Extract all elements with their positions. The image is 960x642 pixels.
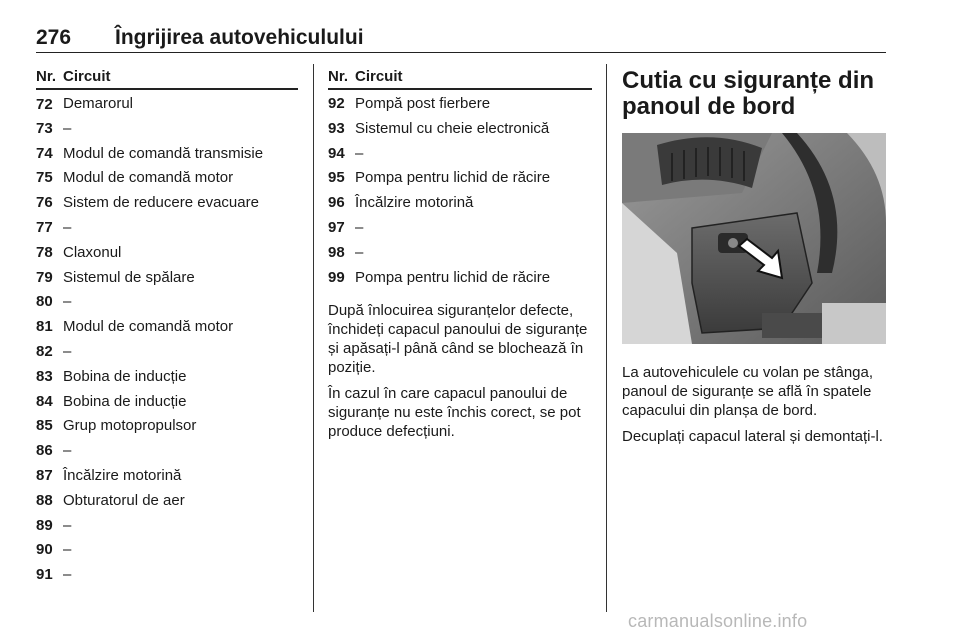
circuit-name: – bbox=[63, 218, 72, 236]
fuse-number: 88 bbox=[36, 491, 53, 509]
circuit-name: Demarorul bbox=[63, 95, 134, 112]
circuit-name: – bbox=[63, 566, 72, 584]
table-row bbox=[36, 412, 298, 437]
circuit-name: Modul de comandă motor bbox=[63, 169, 234, 187]
circuit-name: Pompa pentru lichid de răcire bbox=[355, 169, 551, 187]
table-row bbox=[328, 115, 592, 140]
table-row bbox=[36, 115, 298, 140]
table-row bbox=[36, 189, 298, 214]
fuse-number: 90 bbox=[36, 541, 53, 559]
table-row bbox=[328, 239, 592, 264]
fuse-number: 94 bbox=[328, 144, 345, 162]
dashboard-fuse-cover-photo bbox=[622, 133, 886, 344]
fuse-number: 91 bbox=[36, 566, 53, 584]
fuse-number: 99 bbox=[328, 268, 345, 286]
table-row bbox=[36, 90, 298, 115]
circuit-name: – bbox=[355, 243, 364, 261]
circuit-name: Modul de comandă motor bbox=[63, 318, 234, 336]
circuit-name: – bbox=[63, 541, 72, 559]
circuit-name: Grup motopropulsor bbox=[63, 417, 197, 435]
circuit-name: – bbox=[63, 516, 72, 534]
circuit-name: Sistem de reducere evacuare bbox=[63, 194, 259, 212]
table-row bbox=[36, 313, 298, 338]
fuse-number: 85 bbox=[36, 417, 53, 435]
table-header bbox=[36, 64, 298, 90]
column-header-nr: Nr. bbox=[328, 68, 349, 85]
fuse-number: 72 bbox=[36, 96, 53, 113]
table-row bbox=[36, 536, 298, 561]
circuit-name: Încălzire motorină bbox=[63, 466, 182, 484]
circuit-name: Pompa pentru lichid de răcire bbox=[355, 268, 551, 286]
table-row bbox=[36, 239, 298, 264]
circuit-name: – bbox=[63, 342, 72, 360]
table-row bbox=[328, 164, 592, 189]
table-row bbox=[36, 561, 298, 586]
fuse-number: 95 bbox=[328, 169, 345, 187]
circuit-name: Claxonul bbox=[63, 243, 122, 261]
column-header-circuit: Circuit bbox=[63, 68, 111, 85]
circuit-name: – bbox=[355, 144, 364, 162]
circuit-name: Bobina de inducție bbox=[63, 392, 187, 410]
circuit-name: – bbox=[63, 442, 72, 460]
fuse-table-right bbox=[328, 64, 592, 448]
circuit-name: Sistemul de spălare bbox=[63, 268, 195, 286]
circuit-name: Modul de comandă transmisie bbox=[63, 144, 264, 162]
column-header-nr: Nr. bbox=[36, 68, 57, 85]
fuse-number: 97 bbox=[328, 218, 345, 236]
section-title: Cutia cu siguranțe din panoul de bord bbox=[622, 67, 875, 120]
fuse-number: 77 bbox=[36, 218, 53, 236]
warning-paragraph: În cazul în care capacul panoului de siguranțe nu este închis corect, se pot produce defecțiuni. bbox=[328, 385, 581, 441]
fuse-number: 96 bbox=[328, 194, 345, 212]
fuse-number: 93 bbox=[328, 119, 345, 137]
fuse-number: 73 bbox=[36, 119, 53, 137]
fuse-number: 98 bbox=[328, 243, 345, 261]
table-row bbox=[36, 264, 298, 289]
table-row bbox=[328, 264, 592, 289]
page-title: Îngrijirea autovehiculului bbox=[115, 26, 364, 49]
table-row bbox=[36, 288, 298, 313]
fuse-number: 74 bbox=[36, 144, 53, 162]
table-row bbox=[36, 164, 298, 189]
table-row bbox=[36, 214, 298, 239]
table-row bbox=[36, 437, 298, 462]
table-row bbox=[36, 462, 298, 487]
table-row bbox=[36, 487, 298, 512]
circuit-name: – bbox=[355, 218, 364, 236]
fuse-number: 84 bbox=[36, 392, 53, 410]
fuse-number: 87 bbox=[36, 466, 53, 484]
table-row bbox=[36, 140, 298, 165]
section-paragraph: Decuplați capacul lateral și demontați-l. bbox=[622, 428, 883, 445]
circuit-name: Bobina de inducție bbox=[63, 367, 187, 385]
fuse-number: 78 bbox=[36, 243, 53, 261]
circuit-name: Sistemul cu cheie electronică bbox=[355, 119, 550, 137]
table-row bbox=[36, 363, 298, 388]
table-row bbox=[36, 388, 298, 413]
section-fuse-box-dashboard bbox=[622, 64, 886, 453]
fuse-number: 86 bbox=[36, 442, 53, 460]
column-header-circuit: Circuit bbox=[355, 68, 403, 85]
instruction-paragraph: După înlocuirea siguranțelor defecte, închideți capacul panoului de siguranțe și apăsați-l până când se blochează în poziție. bbox=[328, 302, 588, 377]
table-row bbox=[328, 214, 592, 239]
fuse-number: 89 bbox=[36, 516, 53, 534]
page-header bbox=[36, 22, 886, 53]
fuse-number: 92 bbox=[328, 95, 345, 112]
table-row bbox=[328, 140, 592, 165]
fuse-number: 83 bbox=[36, 367, 53, 385]
column-divider bbox=[313, 64, 314, 612]
watermark: carmanualsonline.info bbox=[628, 611, 808, 631]
circuit-name: Obturatorul de aer bbox=[63, 491, 185, 509]
fuse-number: 80 bbox=[36, 293, 53, 311]
column-divider bbox=[606, 64, 607, 612]
table-header bbox=[328, 64, 592, 90]
fuse-number: 75 bbox=[36, 169, 53, 187]
table-row bbox=[328, 189, 592, 214]
fuse-table-left bbox=[36, 64, 298, 586]
circuit-name: Pompă post fierbere bbox=[355, 95, 491, 112]
fuse-number: 76 bbox=[36, 194, 53, 212]
circuit-name: – bbox=[63, 293, 72, 311]
section-paragraph: La autovehiculele cu volan pe stânga, panoul de siguranțe se află în spatele capacului din planșa de bord. bbox=[622, 364, 874, 419]
table-row bbox=[36, 338, 298, 363]
page-number: 276 bbox=[36, 26, 72, 49]
table-row bbox=[328, 90, 592, 115]
circuit-name: – bbox=[63, 119, 72, 137]
fuse-number: 81 bbox=[36, 318, 53, 336]
circuit-name: Încălzire motorină bbox=[355, 194, 474, 212]
fuse-number: 79 bbox=[36, 268, 53, 286]
fuse-number: 82 bbox=[36, 342, 53, 360]
table-row bbox=[36, 512, 298, 537]
